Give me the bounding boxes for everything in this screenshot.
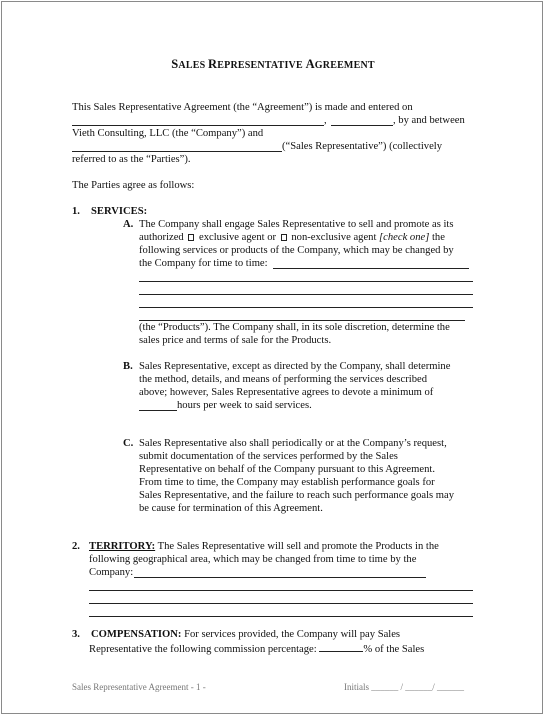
- intro-line-4-end: (“Sales Representative”) (collectively: [282, 141, 443, 152]
- section-2-line-2: following geographical area, which may be changed from time to time by the: [89, 554, 417, 565]
- year-blank[interactable]: [331, 125, 393, 126]
- intro-line-2-end: , by and between: [393, 115, 465, 126]
- item-b-line-4: hours per week to said services.: [177, 400, 312, 411]
- item-a-line-1: The Company shall engage Sales Representative to sell and promote as its: [139, 219, 454, 230]
- section-1-number: 1.: [72, 206, 80, 217]
- section-3-line-2: Representative the following commission percentage: % of the Sales: [89, 644, 425, 655]
- parties-agree: The Parties agree as follows:: [72, 180, 195, 191]
- intro-line-3: Vieth Consulting, LLC (the “Company”) and: [72, 128, 264, 139]
- item-c-line-4: From time to time, the Company may establish performance goals for: [139, 477, 435, 488]
- item-c-line-3: Representative on behalf of the Company pursuant to this Agreement.: [139, 464, 435, 475]
- exclusive-agent-checkbox[interactable]: [188, 234, 194, 241]
- item-a-line-4: the Company for time to time:: [139, 258, 268, 269]
- intro-line-5: referred to as the “Parties”).: [72, 154, 191, 165]
- item-a-line-2: authorized exclusive agent or non-exclusive agent [check one] the: [139, 232, 445, 243]
- footer-initials[interactable]: Initials ______ / ______/ ______: [344, 682, 464, 692]
- document-title: SALES REPRESENTATIVE AGREEMENT: [171, 57, 375, 71]
- section-1-heading: SERVICES:: [91, 206, 148, 217]
- territory-blank-3[interactable]: [89, 603, 473, 604]
- products-blank-4[interactable]: [139, 307, 473, 308]
- item-b-letter: B.: [123, 361, 133, 372]
- section-2-line-1: TERRITORY: The Sales Representative will sell and promote the Products in the: [89, 541, 439, 552]
- item-c-letter: C.: [123, 438, 134, 449]
- products-blank-3[interactable]: [139, 294, 473, 295]
- item-a-line-3: following services or products of the Company, which may be changed by: [139, 245, 454, 256]
- commission-blank[interactable]: [319, 642, 363, 652]
- section-3-number: 3.: [72, 629, 80, 640]
- hours-blank[interactable]: [139, 410, 177, 411]
- item-b-line-1: Sales Representative, except as directed by the Company, shall determine: [139, 361, 451, 372]
- non-exclusive-agent-checkbox[interactable]: [281, 234, 287, 241]
- footer-page-label: Sales Representative Agreement - 1 -: [72, 682, 206, 692]
- item-b-line-2: the method, details, and means of performing the services described: [139, 374, 427, 385]
- section-2-heading: TERRITORY:: [89, 541, 156, 552]
- item-a-line-6: sales price and terms of sale for the Products.: [139, 335, 332, 346]
- section-2-line-3: Company:: [89, 567, 134, 578]
- intro-line-1: This Sales Representative Agreement (the “Agreement”) is made and entered on: [72, 102, 413, 113]
- item-c-line-1: Sales Representative also shall periodically or at the Company’s request,: [139, 438, 447, 449]
- section-2-number: 2.: [72, 541, 80, 552]
- products-blank-5[interactable]: [139, 320, 465, 321]
- item-c-line-2: submit documentation of the services performed by the Sales: [139, 451, 398, 462]
- territory-blank-1[interactable]: [134, 577, 426, 578]
- item-c-line-5: Sales Representative, and the failure to reach such performance goals may: [139, 490, 455, 501]
- territory-blank-2[interactable]: [89, 590, 473, 591]
- products-blank-1[interactable]: [273, 268, 469, 269]
- products-blank-2[interactable]: [139, 281, 473, 282]
- section-3-line-1: COMPENSATION: For services provided, the Company will pay Sales: [91, 629, 401, 640]
- item-a-line-5: (the “Products”). The Company shall, in its sole discretion, determine the: [139, 322, 450, 333]
- sales-rep-name-blank[interactable]: [72, 151, 282, 152]
- item-a-letter: A.: [123, 219, 134, 230]
- item-b-line-3: above; however, Sales Representative agrees to devote a minimum of: [139, 387, 434, 398]
- territory-blank-4[interactable]: [89, 616, 473, 617]
- date-blank[interactable]: [72, 125, 324, 126]
- intro-comma: ,: [324, 115, 327, 126]
- item-c-line-6: be cause for termination of this Agreement.: [139, 503, 323, 514]
- section-3-heading: COMPENSATION:: [91, 629, 182, 640]
